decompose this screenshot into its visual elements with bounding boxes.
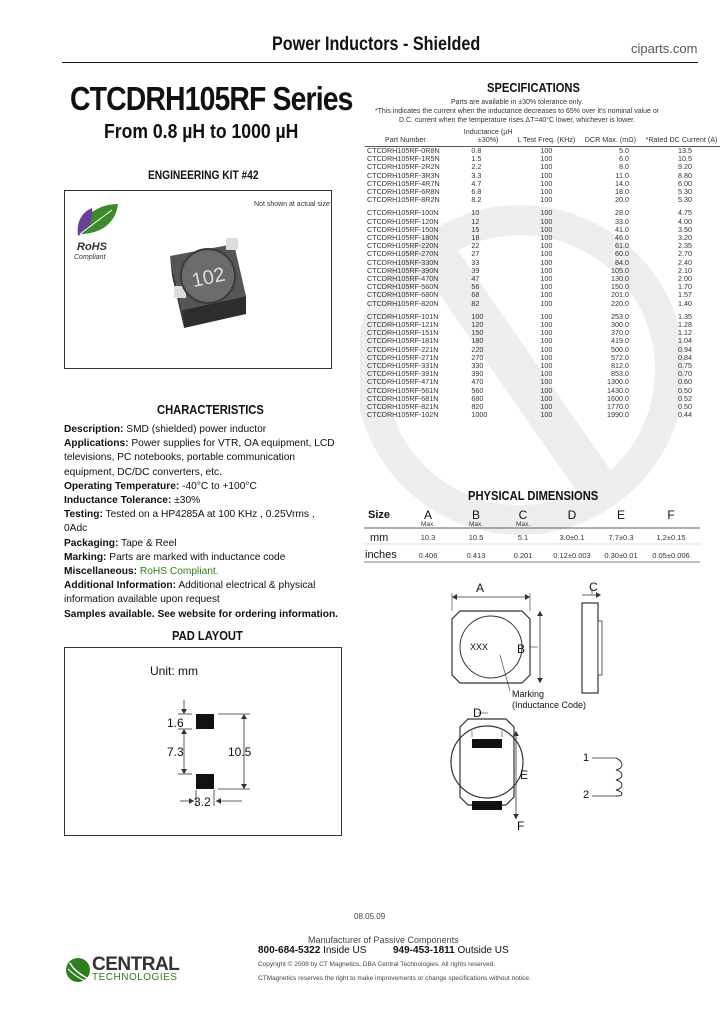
table-cell: 15	[471, 224, 480, 234]
table-cell: 390	[471, 369, 484, 379]
table-cell: 0.8	[471, 146, 482, 155]
dim-b-label: B	[517, 642, 526, 656]
dims-col-header: E	[616, 508, 625, 522]
table-cell: 1990.0	[606, 410, 629, 420]
dims-inches-value: 0.12±0.003	[553, 551, 591, 560]
table-cell: 853.0	[610, 369, 629, 379]
table-cell: 10.5	[678, 154, 692, 164]
engineering-kit: ENGINEERING KIT #42	[148, 168, 259, 182]
specifications-table	[365, 128, 720, 420]
table-cell: 270	[471, 352, 484, 362]
table-cell: 5.30	[678, 187, 692, 197]
marking-sub: (Inductance Code)	[512, 700, 587, 710]
outside-us-label: Outside US	[457, 945, 509, 956]
table-cell: 61.0	[614, 241, 629, 251]
table-cell: 0.60	[678, 377, 692, 387]
table-cell: 41.0	[614, 224, 629, 234]
tagline: Manufacturer of Passive Components	[308, 935, 459, 945]
table-cell: CTCDRH105RF-561N	[367, 385, 439, 395]
pin-1: 1	[583, 752, 590, 764]
inductance-range: From 0.8 µH to 1000 µH	[104, 121, 299, 143]
table-cell: 100	[540, 170, 553, 180]
char-item: Inductance Tolerance: ±30%	[64, 495, 201, 507]
table-cell: 13.5	[678, 146, 692, 155]
dim-a-label: A	[476, 581, 485, 595]
table-cell: 3.50	[678, 224, 692, 234]
char-item: Miscellaneous: RoHS Compliant.	[64, 566, 219, 578]
table-cell: 60.0	[614, 249, 629, 259]
table-cell: CTCDRH105RF-151N	[367, 328, 439, 338]
pad-dim-d: 3.2	[194, 795, 211, 809]
table-cell: 12	[471, 216, 480, 226]
table-cell: 8.80	[678, 170, 692, 180]
table-row	[365, 411, 720, 419]
table-cell: CTCDRH105RF-4R7N	[367, 178, 440, 188]
table-cell: 2.10	[678, 265, 692, 275]
char-item: Description: SMD (shielded) power inductor	[64, 424, 267, 435]
table-cell: 560	[471, 385, 484, 395]
header-title: Power Inductors - Shielded	[272, 34, 481, 55]
table-cell: 100	[540, 320, 553, 330]
dims-mm-value: 1.2±0.15	[656, 533, 686, 542]
table-cell: 82	[471, 298, 480, 308]
dims-col-header: B	[471, 508, 480, 522]
pad-unit: Unit: mm	[150, 664, 198, 678]
dims-inches-value: 0.05±0.006	[652, 551, 690, 560]
table-cell: 33.0	[614, 216, 629, 226]
table-cell: CTCDRH105RF-390N	[367, 265, 439, 275]
table-cell: 100	[540, 146, 553, 155]
table-cell: CTCDRH105RF-331N	[367, 361, 439, 371]
table-cell: CTCDRH105RF-101N	[367, 311, 439, 321]
table-cell: 3.3	[471, 170, 482, 180]
dims-col-header: D	[567, 508, 577, 522]
table-cell: 4.75	[678, 208, 692, 218]
table-cell: 1.5	[471, 154, 482, 164]
table-cell: CTCDRH105RF-271N	[367, 352, 439, 362]
table-cell: CTCDRH105RF-1R5N	[367, 154, 440, 164]
table-cell: 1770.0	[606, 402, 629, 412]
char-item: Operating Temperature: -40°C to +100°C	[64, 480, 257, 492]
table-cell: CTCDRH105RF-181N	[367, 336, 439, 346]
header-divider	[62, 62, 698, 63]
table-cell: 100	[540, 274, 553, 284]
rohs-compliant: Compliant	[74, 254, 106, 261]
table-cell: 1.04	[678, 336, 692, 346]
table-cell: 1.57	[678, 290, 692, 300]
copyright: Copyright © 2008 by CT Magnetics, DBA Central Technologies. All rights reserved.	[258, 961, 496, 968]
table-cell: 1.40	[678, 298, 692, 308]
dims-mm-value: 7.7±0.3	[608, 533, 634, 542]
table-row	[365, 196, 720, 204]
table-cell: 100	[540, 282, 553, 292]
table-cell: 2.70	[678, 249, 692, 259]
table-cell: CTCDRH105RF-560N	[367, 282, 439, 292]
table-cell: CTCDRH105RF-391N	[367, 369, 439, 379]
table-cell: 100	[540, 361, 553, 371]
physical-title: PHYSICAL DIMENSIONS	[468, 488, 599, 503]
table-cell: 100	[540, 410, 553, 420]
table-cell: 0.94	[678, 344, 692, 354]
table-row	[365, 204, 720, 217]
part-marking: 102	[189, 263, 228, 293]
dims-inches-value: 0.406	[418, 551, 438, 560]
table-cell: 2.00	[678, 274, 692, 284]
dims-inches-value: 0.413	[466, 551, 486, 560]
table-cell: 28.0	[614, 208, 629, 218]
table-cell: 470	[471, 377, 484, 387]
phone-inside[interactable]: 800-684-5322	[258, 945, 321, 956]
table-cell: 33	[471, 257, 480, 267]
table-cell: CTCDRH105RF-681N	[367, 393, 439, 403]
table-cell: 0.70	[678, 369, 692, 379]
marking-label: Marking	[512, 689, 545, 699]
table-cell: 100	[540, 241, 553, 251]
table-cell: 100	[540, 311, 553, 321]
table-cell: 0.84	[678, 352, 692, 362]
table-cell: 300.0	[610, 320, 629, 330]
pin-2: 2	[583, 789, 590, 801]
table-cell: CTCDRH105RF-330N	[367, 257, 439, 267]
char-item: Applications: Power supplies for VTR, OA equipment, LCD televisions, PC notebooks, portable communication equipment, DC/DC converters, etc.	[64, 438, 335, 478]
dim-f-label: F	[517, 819, 525, 833]
central-logo-icon	[64, 953, 92, 987]
inductor-photo	[168, 236, 248, 332]
col-freq: L Test Freq. (KHz)	[515, 128, 578, 147]
table-cell: 330	[471, 361, 484, 371]
table-cell: CTCDRH105RF-220N	[367, 241, 439, 251]
table-cell: 180	[471, 336, 484, 346]
dim-c-label: C	[589, 580, 598, 594]
characteristics-list	[64, 423, 340, 622]
table-cell: 100	[540, 336, 553, 346]
table-cell: CTCDRH105RF-680N	[367, 290, 439, 300]
specifications-title: SPECIFICATIONS	[487, 80, 580, 95]
dims-col-header: C	[518, 508, 528, 522]
table-cell: 370.0	[610, 328, 629, 338]
table-cell: 8.2	[471, 195, 482, 205]
dims-inches-value: 0.201	[513, 551, 533, 560]
table-cell: 500.0	[610, 344, 629, 354]
table-cell: 253.0	[610, 311, 629, 321]
dims-col-sub: Max.	[468, 521, 484, 528]
phone-outside-block	[393, 945, 509, 956]
table-cell: 220	[471, 344, 484, 354]
dims-mm-value: 10.3	[420, 533, 436, 542]
table-cell: 14.0	[614, 178, 629, 188]
table-cell: CTCDRH105RF-121N	[367, 320, 439, 330]
table-cell: 100	[540, 265, 553, 275]
doc-date: 08.05.09	[354, 912, 386, 921]
table-cell: 4.7	[471, 178, 482, 188]
table-cell: 39	[471, 265, 480, 275]
table-cell: CTCDRH105RF-180N	[367, 233, 439, 243]
pad-layout-title: PAD LAYOUT	[172, 628, 243, 643]
table-cell: 100	[540, 369, 553, 379]
table-cell: 100	[540, 233, 553, 243]
table-cell: 1.70	[678, 282, 692, 292]
col-current: *Rated DC Current (A)	[643, 128, 720, 147]
not-shown-note: Not shown at actual size	[254, 201, 330, 208]
dims-col-sub: Max.	[420, 521, 436, 528]
table-cell: CTCDRH105RF-820N	[367, 298, 439, 308]
table-cell: 6.00	[678, 178, 692, 188]
table-cell: 10	[471, 208, 480, 218]
table-cell: 100	[540, 257, 553, 267]
characteristics-title: CHARACTERISTICS	[157, 402, 264, 417]
table-cell: 18	[471, 233, 480, 243]
table-cell: 1.35	[678, 311, 692, 321]
col-part: Part Number	[365, 128, 461, 147]
table-cell: CTCDRH105RF-0R8N	[367, 146, 440, 155]
char-item: Testing: Tested on a HP4285A at 100 KHz , 0.25Vrms , 0Adc	[64, 509, 315, 535]
table-cell: 130.0	[610, 274, 629, 284]
table-cell: 47	[471, 274, 480, 284]
table-cell: 84.0	[614, 257, 629, 267]
table-cell: 0.44	[678, 410, 692, 420]
table-cell: CTCDRH105RF-2R2N	[367, 162, 440, 172]
char-item: Marking: Parts are marked with inductance code	[64, 551, 286, 563]
table-cell: 100	[540, 344, 553, 354]
table-cell: CTCDRH105RF-102N	[367, 410, 439, 420]
table-cell: 20.0	[614, 195, 629, 205]
dims-size-label: Size	[368, 509, 391, 521]
table-cell: 1430.0	[606, 385, 629, 395]
mark-code: XXX	[470, 642, 489, 652]
table-cell: 68	[471, 290, 480, 300]
table-cell: 120	[471, 320, 484, 330]
table-cell: 9.20	[678, 162, 692, 172]
table-cell: 100	[471, 311, 484, 321]
table-cell: 100	[540, 216, 553, 226]
dims-mm-value: 10.5	[468, 533, 484, 542]
table-cell: 100	[540, 393, 553, 403]
table-row	[365, 300, 720, 308]
table-cell: 1600.0	[606, 393, 629, 403]
dims-inches-value: 0.30±0.01	[604, 551, 638, 560]
table-cell: 100	[540, 385, 553, 395]
table-cell: 0.52	[678, 393, 692, 403]
dim-d-label: D	[473, 706, 482, 720]
table-cell: 4.00	[678, 216, 692, 226]
table-cell: 5.30	[678, 195, 692, 205]
col-inductance: Inductance (µH ±30%)	[461, 128, 515, 147]
table-cell: 419.0	[610, 336, 629, 346]
table-cell: 0.50	[678, 385, 692, 395]
table-cell: 0.50	[678, 402, 692, 412]
table-cell: 680	[471, 393, 484, 403]
table-cell: CTCDRH105RF-821N	[367, 402, 439, 412]
table-cell: 100	[540, 224, 553, 234]
phone-outside[interactable]: 949-453-1811	[393, 945, 455, 956]
spec-notes: Parts are available in ±30% tolerance only. *This indicates the current when the inductance decreases to 65% over it's nominal value or D.C. current when the temperature rises ΔT=40°C lower, whichever is lower.	[374, 99, 660, 124]
table-cell: 100	[540, 187, 553, 197]
table-cell: CTCDRH105RF-3R3N	[367, 170, 440, 180]
table-cell: CTCDRH105RF-120N	[367, 216, 439, 226]
inside-us-label: Inside US	[323, 945, 367, 956]
table-cell: 1.12	[678, 328, 692, 338]
dims-mm-label: mm	[370, 532, 389, 544]
pad-dim-b: 7.3	[167, 745, 184, 759]
table-cell: 100	[540, 352, 553, 362]
table-cell: 150	[471, 328, 484, 338]
samples-note: Samples available. See website for ordering information.	[64, 608, 339, 620]
table-cell: 220.0	[610, 298, 629, 308]
table-cell: 100	[540, 328, 553, 338]
rohs-label: RoHS	[77, 241, 107, 253]
table-cell: CTCDRH105RF-8R2N	[367, 195, 440, 205]
phone-inside-block	[258, 945, 366, 956]
table-cell: 100	[540, 208, 553, 218]
char-item: Additional Information: Additional electrical & physical information available upon request	[64, 580, 316, 606]
table-cell: 100	[540, 290, 553, 300]
table-cell: 100	[540, 377, 553, 387]
table-cell: 812.0	[610, 361, 629, 371]
table-cell: CTCDRH105RF-221N	[367, 344, 439, 354]
table-cell: 105.0	[610, 265, 629, 275]
series-title: CTCDRH105RF Series	[70, 80, 353, 117]
table-cell: 1300.0	[606, 377, 629, 387]
dims-mm-value: 5.1	[517, 533, 529, 542]
pad-dim-c: 10.5	[228, 745, 252, 759]
table-cell: 6.8	[471, 187, 482, 197]
table-cell: 100	[540, 298, 553, 308]
table-cell: CTCDRH105RF-150N	[367, 224, 439, 234]
table-cell: 56	[471, 282, 480, 292]
table-cell: 2.2	[471, 162, 482, 172]
col-dcr: DCR Max. (mΩ)	[578, 128, 643, 147]
table-cell: 150.0	[610, 282, 629, 292]
table-cell: 11.0	[615, 170, 629, 180]
table-cell: 201.0	[610, 290, 629, 300]
table-cell: 100	[540, 178, 553, 188]
table-cell: 3.20	[678, 233, 692, 243]
table-cell: 27	[471, 249, 480, 259]
table-cell: 1000	[471, 410, 488, 420]
table-cell: CTCDRH105RF-270N	[367, 249, 439, 259]
table-cell: CTCDRH105RF-6R8N	[367, 187, 440, 197]
table-cell: 2.40	[678, 257, 692, 267]
dim-e-label: E	[520, 768, 529, 782]
table-cell: 100	[540, 162, 553, 172]
dims-col-header: F	[667, 508, 675, 522]
char-item: Packaging: Tape & Reel	[64, 537, 177, 549]
logo-name: CENTRAL	[92, 954, 180, 975]
logo-sub: TECHNOLOGIES	[92, 972, 178, 983]
table-cell: 6.0	[618, 154, 629, 164]
table-cell: 100	[540, 402, 553, 412]
table-cell: 5.0	[618, 146, 629, 155]
table-cell: CTCDRH105RF-470N	[367, 274, 439, 284]
disclaimer: CTMagnetics reserves the right to make improvements or change specifications without notice.	[258, 975, 531, 982]
table-cell: 1.28	[678, 320, 692, 330]
table-cell: 100	[540, 154, 553, 164]
table-cell: 0.75	[678, 361, 692, 371]
dims-mm-value: 3.0±0.1	[559, 533, 585, 542]
table-header-row	[365, 128, 720, 147]
dims-col-header: A	[423, 508, 432, 522]
table-cell: 8.0	[618, 162, 629, 172]
table-cell: 22	[471, 241, 480, 251]
table-cell: 18.0	[614, 187, 629, 197]
table-cell: CTCDRH105RF-471N	[367, 377, 439, 387]
table-cell: 100	[540, 249, 553, 259]
table-cell: 46.0	[614, 233, 629, 243]
pad-dim-a: 1.6	[167, 716, 184, 730]
table-cell: 572.0	[610, 352, 629, 362]
table-cell: 2.35	[678, 241, 692, 251]
table-cell: 820	[471, 402, 484, 412]
dims-col-sub: Max.	[515, 521, 531, 528]
dims-inches-label: inches	[365, 549, 397, 561]
header-site[interactable]: ciparts.com	[631, 41, 698, 56]
table-cell: 100	[540, 195, 553, 205]
table-cell: CTCDRH105RF-100N	[367, 208, 439, 218]
